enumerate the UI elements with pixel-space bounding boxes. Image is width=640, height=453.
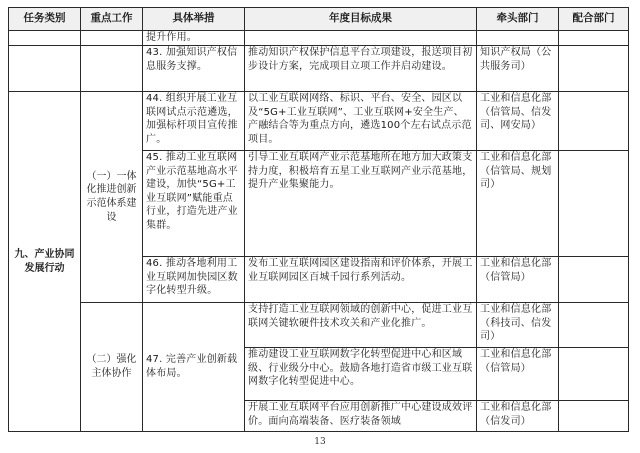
lead-cell	[477, 31, 559, 46]
focus-cell-empty	[81, 46, 143, 92]
measure-cell: 46. 推动各地利用工业互联网加快园区数字化转型升级。	[143, 257, 245, 303]
coop-cell	[559, 151, 629, 257]
focus-cell-empty	[81, 31, 143, 46]
category-cell-empty	[9, 31, 81, 46]
lead-cell: 工业和信息化部（信管局）	[477, 348, 559, 401]
coop-cell	[559, 31, 629, 46]
lead-cell: 工业和信息化部（信管局）	[477, 257, 559, 303]
header-key-work: 重点工作	[81, 8, 143, 31]
header-annual-goals: 年度目标成果	[245, 8, 477, 31]
lead-cell: 工业和信息化部（信发司）	[477, 401, 559, 432]
table-row	[9, 303, 629, 348]
lead-cell: 工业和信息化部（信管局、规划司）	[477, 151, 559, 257]
lead-cell: 知识产权局（公共服务司）	[477, 46, 559, 92]
focus-cell: （二）强化主体协作	[81, 303, 143, 432]
header-specific-measures: 具体举措	[143, 8, 245, 31]
header-lead-department: 牵头部门	[477, 8, 559, 31]
coop-cell	[559, 46, 629, 92]
coop-cell	[559, 257, 629, 303]
goal-cell: 开展工业互联网平台应用创新推广中心建设成效评价。面向高端装备、医疗装备领域	[245, 401, 477, 432]
lead-cell: 工业和信息化部（科技司、信发司）	[477, 303, 559, 348]
goal-cell: 推动建设工业互联网数字化转型促进中心和区域级、行业级分中心。鼓励各地打造省市级工业互联网数字化转型促进中心。	[245, 348, 477, 401]
goal-cell: 以工业互联网网络、标识、平台、安全、园区以及“5G+工业互联网”、工业互联网+安全生产、产融结合等为重点方向，遴选100个左右试点示范项目。	[245, 92, 477, 151]
table-row	[9, 31, 629, 46]
page-number: 13	[314, 437, 326, 447]
coop-cell	[559, 401, 629, 432]
category-cell-empty	[9, 46, 81, 92]
task-table	[8, 7, 629, 432]
measure-cell: 44. 组织开展工业互联网试点示范遴选，加强标杆项目宣传推广。	[143, 92, 245, 151]
goal-cell: 引导工业互联网产业示范基地所在地方加大政策支持力度，积极培育五星工业互联网产业示范基地，提升产业集聚能力。	[245, 151, 477, 257]
measure-cell: 提升作用。	[143, 31, 245, 46]
goal-cell: 支持打造工业互联网领域的创新中心，促进工业互联网关键软硬件技术攻关和产业化推广。	[245, 303, 477, 348]
coop-cell	[559, 348, 629, 401]
coop-cell	[559, 92, 629, 151]
goal-cell: 发布工业互联网园区建设指南和评价体系，开展工业互联网园区百城千园行系列活动。	[245, 257, 477, 303]
focus-cell: （一）一体化推进创新示范体系建设	[81, 92, 143, 303]
measure-cell: 45. 推动工业互联网产业示范基地高水平建设，加快“5G+工业互联网”赋能重点行业，打造先进产业集群。	[143, 151, 245, 257]
measure-cell: 43. 加强知识产权信息服务支撑。	[143, 46, 245, 92]
header-cooperating-department: 配合部门	[559, 8, 629, 31]
header-row	[9, 8, 629, 31]
measure-cell: 47. 完善产业创新载体布局。	[143, 303, 245, 432]
table-row	[9, 46, 629, 92]
header-task-category: 任务类别	[9, 8, 81, 31]
goal-cell	[245, 31, 477, 46]
coop-cell	[559, 303, 629, 348]
lead-cell: 工业和信息化部（信管局、信发司、网安局）	[477, 92, 559, 151]
table-row	[9, 92, 629, 151]
goal-cell: 推动知识产权保护信息平台立项建设，报送项目初步设计方案，完成项目立项工作并启动建设。	[245, 46, 477, 92]
category-cell: 九、产业协同发展行动	[9, 92, 81, 432]
